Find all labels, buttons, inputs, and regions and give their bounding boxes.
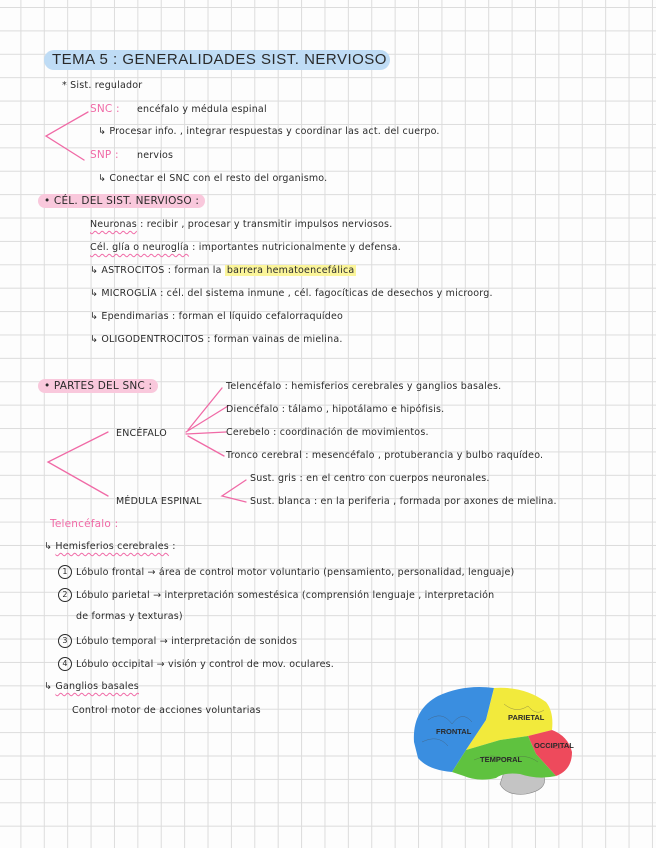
ganglios-arrow: ↳	[44, 681, 53, 692]
lobe-row-1	[58, 565, 514, 579]
lobe-text-1: Lóbulo frontal → área de control motor voluntario (pensamiento, personalidad, lenguaje)	[76, 567, 515, 578]
medula-label: MÉDULA ESPINAL	[116, 496, 202, 507]
lobe-row-4	[58, 657, 334, 671]
lobe-text-2: Lóbulo parietal → interpretación somestésica (comprensión lenguaje , interpretación	[76, 590, 495, 601]
hemisferios-term: Hemisferios cerebrales	[55, 541, 169, 552]
cells-header-text: • CÉL. DEL SIST. NERVIOSO :	[38, 194, 205, 208]
lobe-row-3	[58, 634, 297, 648]
snp-note: ↳ Conectar el SNC con el resto del organismo.	[98, 173, 328, 184]
parietal-label: PARIETAL	[508, 713, 545, 722]
brain-diagram	[408, 680, 584, 800]
hemisferios-row	[44, 541, 176, 552]
snp-label: SNP :	[90, 149, 119, 161]
glia-term: Cél. glía o neuroglía	[90, 242, 189, 253]
snc-label: SNC :	[90, 103, 120, 115]
lobe-number-2: 2	[58, 588, 72, 602]
glia-row	[90, 242, 401, 253]
bracket-encefalo	[186, 388, 228, 456]
ganglios-row	[44, 681, 139, 692]
lobe-number-3: 3	[58, 634, 72, 648]
bracket-medula	[222, 480, 246, 502]
lobe-text-3: Lóbulo temporal → interpretación de sonidos	[76, 636, 298, 647]
tronco-row: Tronco cerebral : mesencéfalo , protuberancia y bulbo raquídeo.	[226, 450, 544, 461]
telencefalo-row: Telencéfalo : hemisferios cerebrales y ganglios basales.	[226, 381, 502, 392]
snp-definition: nervios	[137, 150, 174, 161]
cells-header	[38, 195, 205, 207]
ependimarias-row: ↳ Ependimarias : forman el líquido cefalorraquídeo	[90, 311, 344, 322]
telencefalo-header: Telencéfalo :	[50, 518, 119, 530]
bracket-partes	[48, 432, 108, 496]
ganglios-term: Ganglios basales	[55, 681, 139, 692]
astrocitos-row	[90, 265, 356, 276]
lobe-text-4: Lóbulo occipital → visión y control de mov. oculares.	[76, 659, 335, 670]
neuronas-term: Neuronas	[90, 219, 137, 230]
cerebelo-row: Cerebelo : coordinación de movimientos.	[226, 427, 429, 438]
temporal-label: TEMPORAL	[480, 755, 523, 764]
lobe-number-1: 1	[58, 565, 72, 579]
glia-definition: : importantes nutricionalmente y defensa.	[192, 242, 401, 253]
bracket-snc-snp	[46, 112, 88, 160]
lobe-2-continuation: de formas y texturas)	[76, 611, 183, 622]
diencefalo-row: Diencéfalo : tálamo , hipotálamo e hipófisis.	[226, 404, 445, 415]
occipital-label: OCCIPITAL	[534, 741, 574, 750]
ganglios-description: Control motor de acciones voluntarias	[72, 705, 261, 716]
hemisferios-colon: :	[172, 541, 176, 552]
sust-blanca-row: Sust. blanca : en la periferia , formada por axones de mielina.	[250, 496, 557, 507]
oligodendrocitos-row: ↳ OLIGODENTROCITOS : forman vainas de mielina.	[90, 334, 343, 345]
lobe-row-2	[58, 588, 494, 602]
partes-header-text: • PARTES DEL SNC :	[38, 379, 158, 393]
hemisferios-arrow: ↳	[44, 541, 53, 552]
microglia-row: ↳ MICROGLÍA : cél. del sistema inmune , cél. fagocíticas de desechos y microorg.	[90, 288, 493, 299]
page-title: TEMA 5 : GENERALIDADES SIST. NERVIOSO	[52, 51, 387, 68]
barrera-highlight: barrera hematoencefálica	[226, 265, 355, 276]
sust-gris-row: Sust. gris : en el centro con cuerpos neuronales.	[250, 473, 490, 484]
encefalo-label: ENCÉFALO	[116, 428, 167, 439]
neuronas-definition: : recibir , procesar y transmitir impulsos nerviosos.	[140, 219, 393, 230]
snc-note: ↳ Procesar info. , integrar respuestas y coordinar las act. del cuerpo.	[98, 126, 440, 137]
frontal-label: FRONTAL	[436, 727, 472, 736]
lobe-number-4: 4	[58, 657, 72, 671]
intro-text: * Sist. regulador	[62, 80, 143, 91]
partes-header	[38, 380, 158, 392]
neuronas-row	[90, 219, 392, 230]
snc-definition: encéfalo y médula espinal	[137, 104, 267, 115]
astrocitos-text: ↳ ASTROCITOS : forman la	[90, 265, 225, 276]
